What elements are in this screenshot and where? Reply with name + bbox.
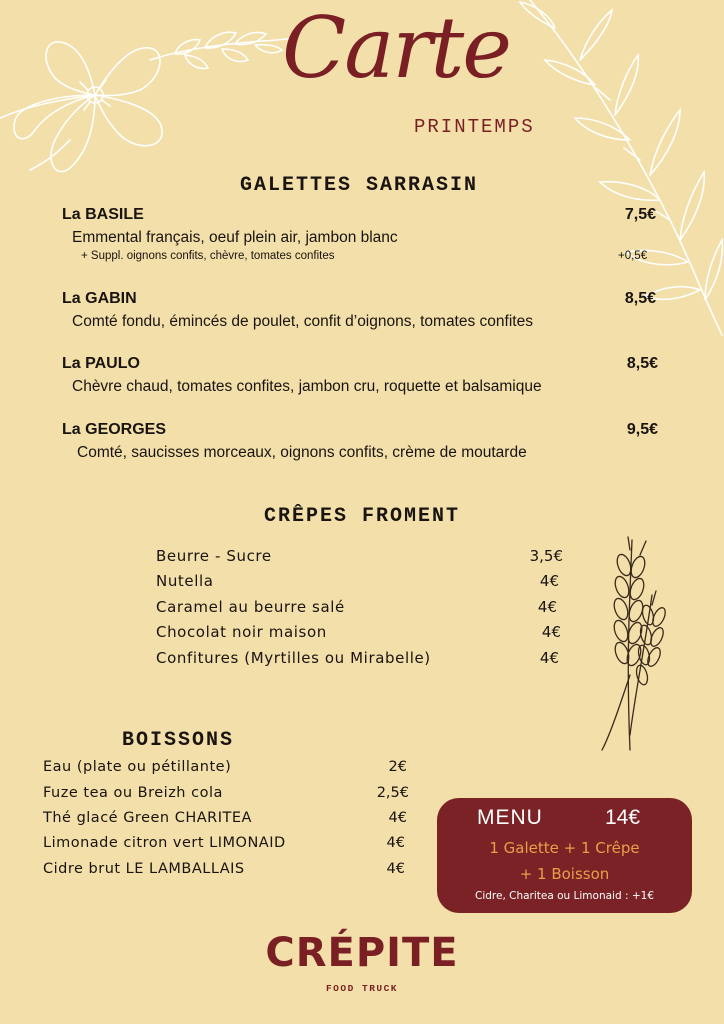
galette-name: La BASILE bbox=[62, 206, 144, 223]
galette-description: Emmental français, oeuf plein air, jambon blanc bbox=[72, 229, 398, 246]
galette-price: 8,5€ bbox=[624, 290, 656, 307]
section-title-galettes: GALETTES SARRASIN bbox=[240, 174, 479, 197]
crepe-name: Caramel au beurre salé bbox=[156, 598, 345, 616]
crepe-price: 4€ bbox=[539, 649, 559, 667]
crepe-price: 3,5€ bbox=[529, 547, 563, 565]
leaf-branch-icon bbox=[500, 0, 724, 340]
wheat-icon bbox=[590, 535, 670, 765]
drink-price: 4€ bbox=[386, 835, 405, 851]
crepe-price: 4€ bbox=[537, 598, 557, 616]
galette-description: Comté fondu, émincés de poulet, confit d’oignons, tomates confites bbox=[72, 313, 533, 330]
drink-price: 2€ bbox=[388, 759, 407, 775]
galette-description: Comté, saucisses morceaux, oignons confits, crème de moutarde bbox=[77, 444, 527, 461]
crepe-price: 4€ bbox=[541, 623, 561, 641]
crepe-name: Chocolat noir maison bbox=[156, 623, 327, 641]
galette-price: 8,5€ bbox=[626, 355, 658, 372]
drink-name: Cidre brut LE LAMBALLAIS bbox=[43, 861, 245, 877]
drink-price: 4€ bbox=[388, 810, 407, 826]
drink-name: Limonade citron vert LIMONAID bbox=[43, 835, 286, 851]
galette-supplement-price: +0,5€ bbox=[618, 250, 648, 262]
galette-price: 7,5€ bbox=[624, 206, 656, 223]
page-title: Carte bbox=[282, 0, 510, 97]
crepe-name: Confitures (Myrtilles ou Mirabelle) bbox=[156, 649, 431, 667]
menu-offer-title: MENU bbox=[477, 806, 543, 829]
page-subtitle: PRINTEMPS bbox=[414, 116, 535, 138]
menu-offer-line-1: 1 Galette + 1 Crêpe bbox=[489, 839, 640, 857]
crepe-name: Beurre - Sucre bbox=[156, 547, 272, 565]
section-title-boissons: BOISSONS bbox=[122, 729, 235, 752]
drink-price: 2,5€ bbox=[376, 785, 409, 801]
galette-name: La GEORGES bbox=[62, 421, 167, 438]
flower-illustration-icon bbox=[0, 0, 300, 200]
galette-description: Chèvre chaud, tomates confites, jambon cru, roquette et balsamique bbox=[72, 378, 542, 395]
drink-price: 4€ bbox=[386, 861, 405, 877]
brand-logo: CRÉPITE bbox=[265, 930, 459, 976]
galette-supplement: + Suppl. oignons confits, chèvre, tomates confites bbox=[81, 250, 335, 262]
crepe-name: Nutella bbox=[156, 572, 214, 590]
drink-name: Fuze tea ou Breizh cola bbox=[43, 785, 223, 801]
menu-offer-box bbox=[437, 798, 692, 913]
galette-name: La PAULO bbox=[62, 355, 140, 372]
menu-offer-line-2: + 1 Boisson bbox=[519, 865, 610, 883]
galette-price: 9,5€ bbox=[626, 421, 658, 438]
brand-tagline: FOOD TRUCK bbox=[325, 983, 398, 994]
galette-name: La GABIN bbox=[62, 290, 137, 307]
menu-offer-price: 14€ bbox=[605, 806, 641, 829]
drink-name: Thé glacé Green CHARITEA bbox=[43, 810, 252, 826]
crepe-price: 4€ bbox=[539, 572, 559, 590]
menu-offer-note: Cidre, Charitea ou Limonaid : +1€ bbox=[474, 890, 655, 902]
section-title-crepes: CRÊPES FROMENT bbox=[264, 505, 461, 528]
drink-name: Eau (plate ou pétillante) bbox=[43, 759, 232, 775]
